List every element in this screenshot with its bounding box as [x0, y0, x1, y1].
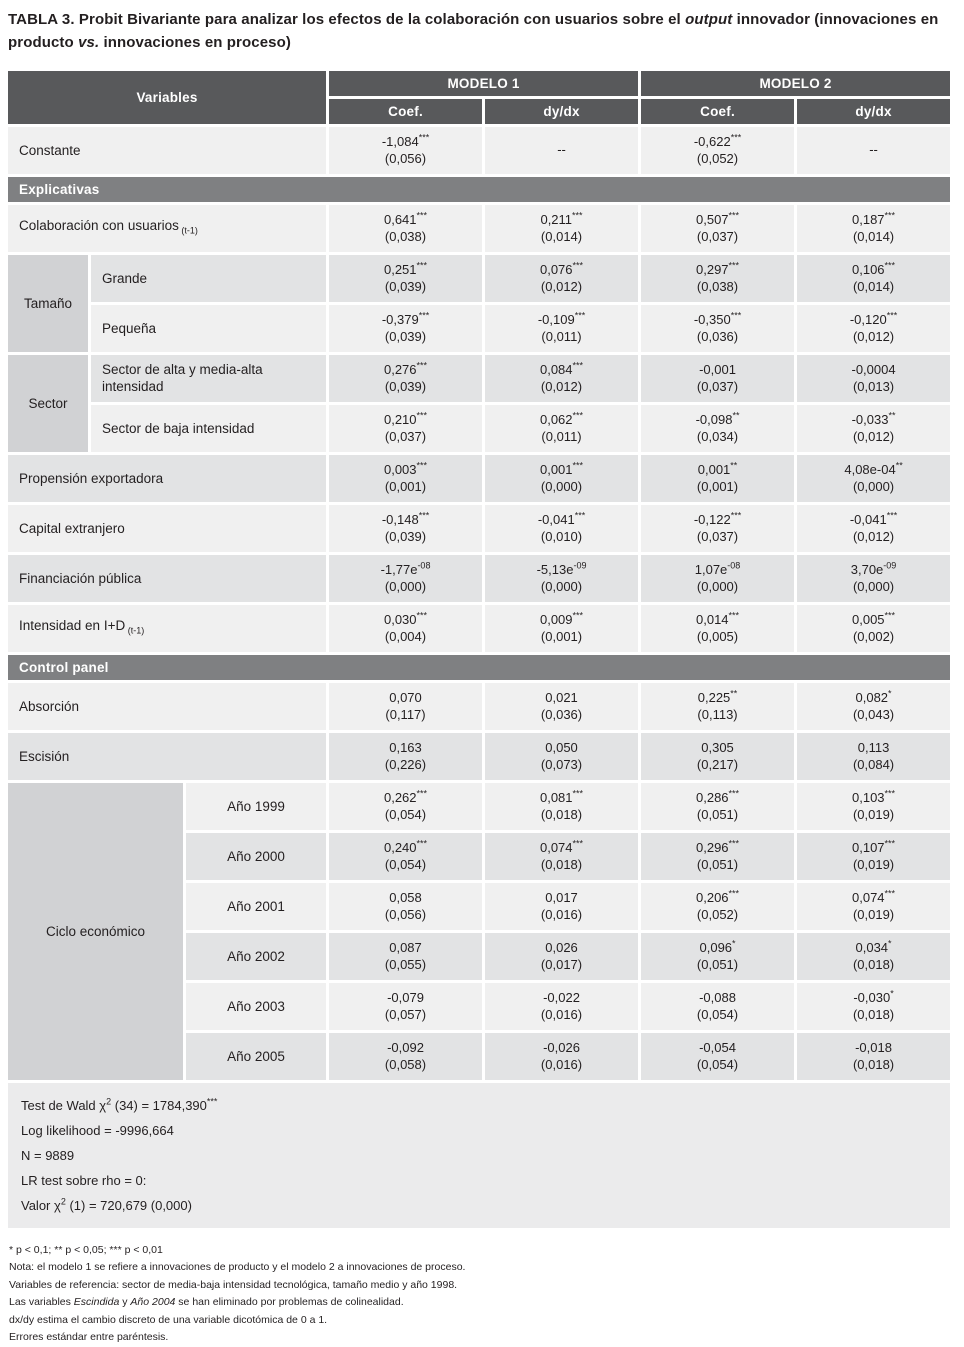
table-title: TABLA 3. Probit Bivariante para analizar los efectos de la colaboración con usuarios sobre el output innovador (innovaciones en producto vs. innovaciones en proceso) — [8, 11, 939, 52]
value-cell: 0,030*** (0,004) — [329, 605, 482, 652]
value-cell: $-1,77e^{-08}$ (0,000) — [329, 555, 482, 602]
section-header: Control panel — [8, 655, 950, 680]
coef1-column-header: Coef. — [329, 99, 482, 124]
row-label: Propensión exportadora — [8, 455, 326, 502]
table-row — [8, 405, 950, 452]
stat-line: Test de Wald $\chi^2$ (34) = 1784,390*** — [21, 1096, 218, 1113]
value-cell: $3,70e^{-09}$ (0,000) — [797, 555, 950, 602]
value-cell: -0,018 (0,018) — [797, 1033, 950, 1080]
row-label: Año 2005 — [186, 1033, 326, 1080]
table-header — [8, 71, 950, 124]
row-group-label: Sector — [8, 355, 88, 452]
row-label: Escisión — [8, 733, 326, 780]
value-cell: 0,276*** (0,039) — [329, 355, 482, 402]
row-label: Año 2003 — [186, 983, 326, 1030]
value-cell: -0,054 (0,054) — [641, 1033, 794, 1080]
row-group-label: Ciclo económico — [8, 783, 183, 1080]
stats-row — [8, 1083, 950, 1228]
footnote-line: Nota: el modelo 1 se refiere a innovaciones de producto y el modelo 2 a innovaciones de proceso. — [9, 1261, 466, 1273]
value-cell: $1,07e^{-08}$ (0,000) — [641, 555, 794, 602]
value-cell: 0,305 (0,217) — [641, 733, 794, 780]
row-label: Pequeña — [91, 305, 326, 352]
value-cell: -- — [485, 127, 638, 174]
results-table — [5, 68, 953, 1231]
footnotes — [9, 1242, 956, 1347]
section-row — [8, 655, 950, 680]
value-cell: -0,079 (0,057) — [329, 983, 482, 1030]
stat-line: LR test sobre rho = 0: — [21, 1172, 147, 1188]
table-row — [8, 733, 950, 780]
value-cell: -0,041*** (0,012) — [797, 505, 950, 552]
value-cell: 0,641*** (0,038) — [329, 205, 482, 252]
value-cell: 0,163 (0,226) — [329, 733, 482, 780]
value-cell: 0,070 (0,117) — [329, 683, 482, 730]
section-row — [8, 177, 950, 202]
value-cell: 0,187*** (0,014) — [797, 205, 950, 252]
value-cell: $-5,13e^{-09}$ (0,000) — [485, 555, 638, 602]
value-cell: 0,001*** (0,000) — [485, 455, 638, 502]
model1-column-header: MODELO 1 — [329, 71, 638, 96]
value-cell: 0,286*** (0,051) — [641, 783, 794, 830]
row-label: Constante — [8, 127, 326, 174]
table-row — [8, 455, 950, 502]
value-cell: 0,096* (0,051) — [641, 933, 794, 980]
stat-line: Log likelihood = -9996,664 — [21, 1122, 174, 1138]
row-label: Financiación pública — [8, 555, 326, 602]
value-cell: 0,050 (0,073) — [485, 733, 638, 780]
row-label: Capital extranjero — [8, 505, 326, 552]
dydx2-column-header: dy/dx — [797, 99, 950, 124]
value-cell: -0,092 (0,058) — [329, 1033, 482, 1080]
value-cell: 0,009*** (0,001) — [485, 605, 638, 652]
table-body — [8, 127, 950, 1228]
value-cell: 0,225** (0,113) — [641, 683, 794, 730]
value-cell: -0,030* (0,018) — [797, 983, 950, 1030]
footnote-line: Variables de referencia: sector de media-baja intensidad tecnológica, tamaño medio y año 1998. — [9, 1278, 458, 1291]
table-row — [8, 255, 950, 302]
value-cell: 0,240*** (0,054) — [329, 833, 482, 880]
value-cell: -0,350*** (0,036) — [641, 305, 794, 352]
value-cell: 0,003*** (0,001) — [329, 455, 482, 502]
value-cell: -- — [797, 127, 950, 174]
table-row — [8, 783, 950, 830]
row-label: Sector de baja intensidad — [91, 405, 326, 452]
value-cell: -0,148*** (0,039) — [329, 505, 482, 552]
table-row — [8, 205, 950, 252]
value-cell: 0,251*** (0,039) — [329, 255, 482, 302]
table-row — [8, 305, 950, 352]
table-row — [8, 505, 950, 552]
value-cell: -0,622*** (0,052) — [641, 127, 794, 174]
row-label: Absorción — [8, 683, 326, 730]
value-cell: 0,082* (0,043) — [797, 683, 950, 730]
value-cell: -1,084*** (0,056) — [329, 127, 482, 174]
value-cell: 0,081*** (0,018) — [485, 783, 638, 830]
value-cell: 0,084*** (0,012) — [485, 355, 638, 402]
value-cell: 0,113 (0,084) — [797, 733, 950, 780]
value-cell: 4,08e-04** (0,000) — [797, 455, 950, 502]
value-cell: 0,076*** (0,012) — [485, 255, 638, 302]
value-cell: -0,109*** (0,011) — [485, 305, 638, 352]
table-row — [8, 355, 950, 402]
value-cell: -0,033** (0,012) — [797, 405, 950, 452]
section-header: Explicativas — [8, 177, 950, 202]
value-cell: 0,103*** (0,019) — [797, 783, 950, 830]
value-cell: -0,0004 (0,013) — [797, 355, 950, 402]
value-cell: 0,211*** (0,014) — [485, 205, 638, 252]
stat-line: Valor $\chi^2$ (1) = 720,679 (0,000) — [21, 1196, 192, 1213]
value-cell: 0,001** (0,001) — [641, 455, 794, 502]
variables-column-header: Variables — [8, 71, 326, 124]
value-cell: 0,058 (0,056) — [329, 883, 482, 930]
value-cell: 0,026 (0,017) — [485, 933, 638, 980]
value-cell: 0,087 (0,055) — [329, 933, 482, 980]
dydx1-column-header: dy/dx — [485, 99, 638, 124]
value-cell: -0,022 (0,016) — [485, 983, 638, 1030]
value-cell: 0,297*** (0,038) — [641, 255, 794, 302]
table-row — [8, 127, 950, 174]
row-label: Colaboración con usuarios $_{(t-1)}$ — [8, 205, 326, 252]
model2-column-header: MODELO 2 — [641, 71, 950, 96]
table-row — [8, 605, 950, 652]
footnote-line: Errores estándar entre paréntesis. — [9, 1331, 169, 1343]
value-cell: 0,021 (0,036) — [485, 683, 638, 730]
row-label: Grande — [91, 255, 326, 302]
row-label: Sector de alta y media-alta intensidad — [91, 355, 326, 402]
value-cell: 0,017 (0,016) — [485, 883, 638, 930]
row-label: Año 2001 — [186, 883, 326, 930]
footnote-line: * p < 0,1; ** p < 0,05; *** p < 0,01 — [9, 1243, 163, 1256]
value-cell: 0,034* (0,018) — [797, 933, 950, 980]
value-cell: -0,088 (0,054) — [641, 983, 794, 1030]
value-cell: -0,120*** (0,012) — [797, 305, 950, 352]
model-statistics — [8, 1083, 950, 1228]
row-label: Año 1999 — [186, 783, 326, 830]
value-cell: 0,107*** (0,019) — [797, 833, 950, 880]
value-cell: 0,005*** (0,002) — [797, 605, 950, 652]
value-cell: 0,062*** (0,011) — [485, 405, 638, 452]
value-cell: 0,206*** (0,052) — [641, 883, 794, 930]
value-cell: -0,122*** (0,037) — [641, 505, 794, 552]
value-cell: -0,379*** (0,039) — [329, 305, 482, 352]
value-cell: 0,074*** (0,018) — [485, 833, 638, 880]
value-cell: -0,041*** (0,010) — [485, 505, 638, 552]
row-group-label: Tamaño — [8, 255, 88, 352]
value-cell: 0,296*** (0,051) — [641, 833, 794, 880]
header-row-models — [8, 71, 950, 96]
stat-line: N = 9889 — [21, 1147, 75, 1163]
row-label: Año 2002 — [186, 933, 326, 980]
footnote-line: dx/dy estima el cambio discreto de una variable dicotómica de 0 a 1. — [9, 1313, 328, 1326]
row-label: Intensidad en I+D $_{(t-1)}$ — [8, 605, 326, 652]
value-cell: 0,210*** (0,037) — [329, 405, 482, 452]
coef2-column-header: Coef. — [641, 99, 794, 124]
value-cell: -0,098** (0,034) — [641, 405, 794, 452]
value-cell: -0,026 (0,016) — [485, 1033, 638, 1080]
value-cell: 0,014*** (0,005) — [641, 605, 794, 652]
value-cell: 0,106*** (0,014) — [797, 255, 950, 302]
value-cell: 0,074*** (0,019) — [797, 883, 950, 930]
footnote-line: Las variables Escindida y Año 2004 se han eliminado por problemas de colinealidad. — [9, 1296, 404, 1308]
table-row — [8, 555, 950, 602]
table-row — [8, 683, 950, 730]
value-cell: 0,262*** (0,054) — [329, 783, 482, 830]
row-label: Año 2000 — [186, 833, 326, 880]
value-cell: -0,001 (0,037) — [641, 355, 794, 402]
value-cell: 0,507*** (0,037) — [641, 205, 794, 252]
